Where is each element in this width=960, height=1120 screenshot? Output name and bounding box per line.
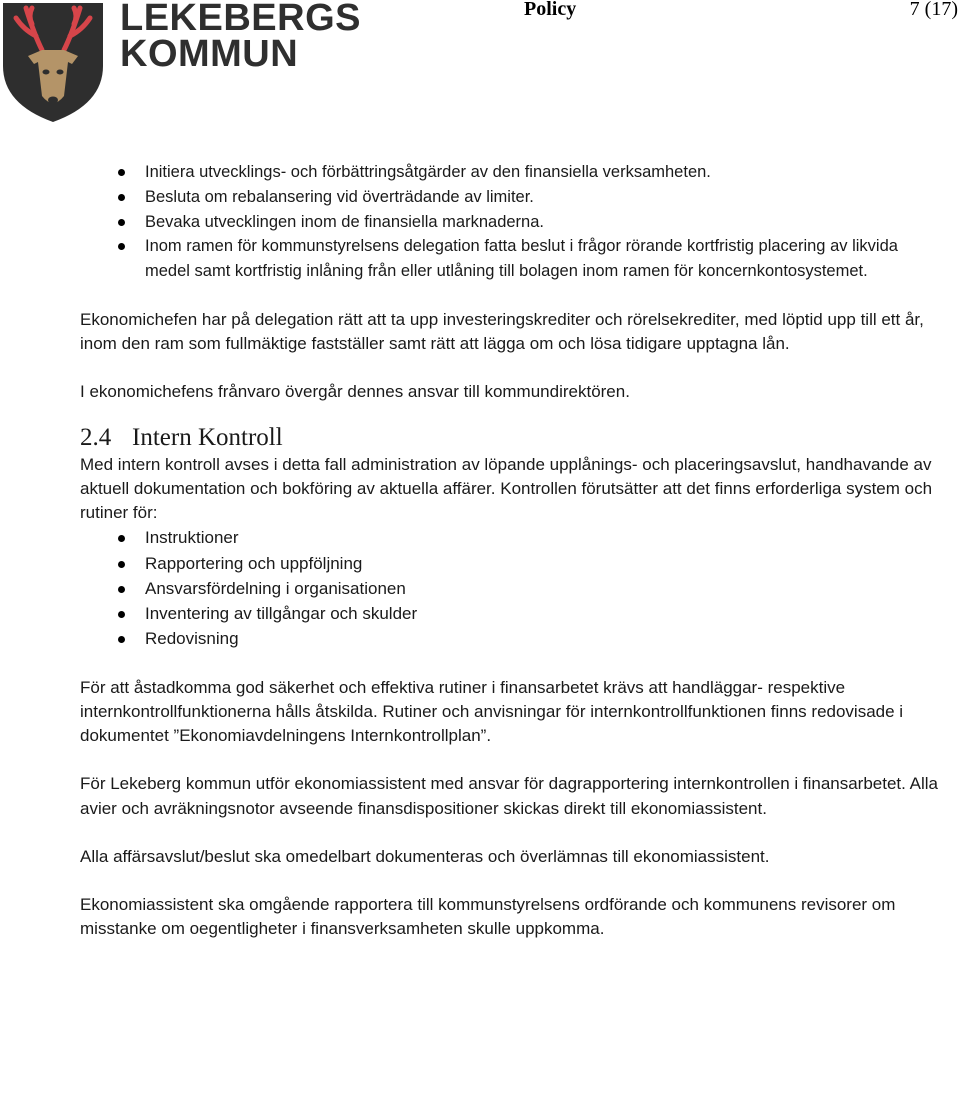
list-item: Ansvarsfördelning i organisationen [80,576,940,601]
list-item: Rapportering och uppföljning [80,551,940,576]
list-item: Initiera utvecklings- och förbättringsåtgärder av den finansiella verksamheten. [80,160,940,185]
document-body [80,160,940,941]
list-item: Inom ramen för kommunstyrelsens delegation fatta beslut i frågor rörande kortfristig placering av likvida medel samt kortfristig inlåning från eller utlåning till bolagen inom ramen för koncernkontosystemet. [80,234,940,284]
control-systems-list [80,525,940,651]
list-item: Redovisning [80,626,940,651]
section-heading [80,423,940,453]
responsibilities-list [80,160,940,284]
logo-line-1: LEKEBERGS [120,0,361,39]
paragraph-documentation: Alla affärsavslut/beslut ska omedelbart dokumenteras och överlämnas till ekonomiassistent. [80,846,770,866]
paragraph-absence: I ekonomichefens frånvaro övergår dennes ansvar till kommundirektören. [80,382,630,402]
logo-line-2: KOMMUN [120,33,299,75]
list-item: Bevaka utvecklingen inom de finansiella marknaderna. [80,210,940,235]
list-item: Besluta om rebalansering vid överträdande av limiter. [80,185,940,210]
list-item: Inventering av tillgångar och skulder [80,601,940,626]
municipality-logo-text [120,0,361,75]
paragraph-reporting: Ekonomiassistent ska omgående rapportera till kommunstyrelsens ordförande och kommunens revisorer om misstanke om oegentligheter i finansverksamheten skulle uppkomma. [80,894,896,939]
paragraph-delegation: Ekonomichefen har på delegation rätt att ta upp investeringskrediter och rörelsekrediter, med löptid upp till ett år, inom den ram som fullmäktige fastställer samt rätt att lägga om och lösa tidigare upptagna lån. [80,309,924,354]
crest-icon [2,0,104,124]
section-number: 2.4 [80,423,112,451]
page-number: 7 (17) [909,0,958,20]
section-title: Intern Kontroll [132,423,283,451]
municipal-crest [2,0,104,124]
paragraph-separation: För att åstadkomma god säkerhet och effektiva rutiner i finansarbetet krävs att handläggar- respektive internkontrollfunktionerna hålls åtskilda. Rutiner och anvisningar för internkontrollfunktionen finns redovisade i dokumentet ”Ekonomiavdelningens Internkontrollplan”. [80,677,904,746]
document-type-title: Policy [524,0,577,20]
list-item: Instruktioner [80,525,940,550]
paragraph-assistant: För Lekeberg kommun utför ekonomiassistent med ansvar för dagrapportering internkontrollen i finansarbetet. Alla avier och avräkningsnotor avseende finansdispositioner skickas direkt till ekonomiassistent. [80,774,939,818]
paragraph-internal-control: Med intern kontroll avses i detta fall administration av löpande upplånings- och placeringsavslut, handhavande av aktuell dokumentation och bokföring av aktuella affärer. Kontrollen förutsätter att det finns erforderliga system och rutiner för: [80,454,933,522]
